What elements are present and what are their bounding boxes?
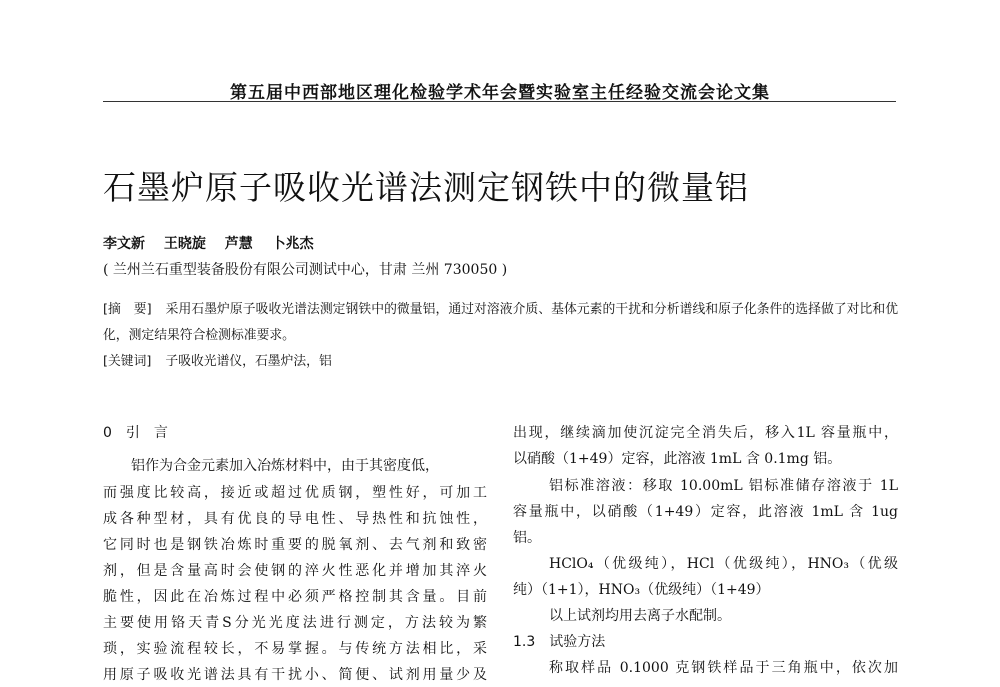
body-line: 纯）（1+1），HNO₃（优级纯）（1+49） [513, 582, 770, 598]
author-name: 芦慧 [224, 236, 253, 252]
author-list [103, 233, 328, 253]
abstract-label: [摘 要] [103, 302, 152, 317]
body-line: 剂，但是含量高时会使钢的淬火性恶化并增加其淬火 [103, 563, 487, 579]
header-rule [103, 101, 896, 102]
keywords-text: 子吸收光谱仪，石墨炉法，铝 [165, 354, 332, 369]
keywords [103, 349, 898, 375]
body-line: 铝。 [513, 530, 541, 546]
author-name: 李文新 [103, 236, 145, 252]
body-line: 成各种型材，具有优良的导电性、导热性和抗蚀性， [103, 511, 487, 527]
author-name: 王晓旋 [163, 236, 206, 252]
body-line: 用原子吸收光谱法具有干扰小、简便、试剂用量少及 [103, 667, 487, 683]
section-heading-method: 1.3 试验方法 [513, 634, 606, 650]
body-line: 以硝酸（1+49）定容，此溶液 1mL 含 0.1mg 铝。 [513, 451, 842, 467]
body-line: 铝作为合金元素加入冶炼材料中，由于其密度低， [131, 458, 439, 474]
body-line: 称取样品 0.1000 克钢铁样品于三角瓶中，依次加 [549, 660, 898, 676]
running-head: 第五届中西部地区理化检验学术年会暨实验室主任经验交流会论文集 [230, 83, 770, 103]
body-line: 它同时也是钢铁冶炼时重要的脱氧剂、去气剂和致密 [103, 537, 487, 553]
author-name: 卜兆杰 [271, 236, 314, 252]
body-line: 脆性，因此在冶炼过程中必须严格控制其含量。目前 [103, 589, 487, 605]
affiliation: ( 兰州兰石重型装备股份有限公司测试中心，甘肃 兰州 730050 ) [103, 262, 508, 278]
abstract [103, 297, 898, 349]
body-line: 容量瓶中，以硝酸（1+49）定容，此溶液 1mL 含 1ug [513, 504, 898, 520]
body-line: 主要使用铬天青S分光光度法进行测定，方法较为繁 [103, 615, 487, 631]
body-line: 以上试剂均用去离子水配制。 [549, 608, 731, 624]
abstract-text: 采用石墨炉原子吸收光谱法测定钢铁中的微量铝，通过对溶液介质、基体元素的干扰和分析谱线和原子化条件的选择做了对比和优化，测定结果符合检测标准要求。 [103, 302, 898, 343]
body-line: HClO₄（优级纯），HCl（优级纯），HNO₃（优级 [549, 556, 898, 572]
body-line: 出现，继续滴加使沉淀完全消失后，移入1L 容量瓶中， [513, 425, 898, 441]
keywords-label: [关键词] [103, 354, 152, 369]
paper-title: 石墨炉原子吸收光谱法测定钢铁中的微量铝 [103, 168, 749, 207]
body-line: 铝标准溶液：移取 10.00mL 铝标准储存溶液于 1L [549, 478, 898, 494]
body-line: 琐，实验流程较长，不易掌握。与传统方法相比，采 [103, 641, 487, 657]
body-line: 而强度比较高，接近或超过优质钢，塑性好，可加工 [103, 485, 487, 501]
section-heading-intro: 0 引 言 [103, 425, 168, 441]
